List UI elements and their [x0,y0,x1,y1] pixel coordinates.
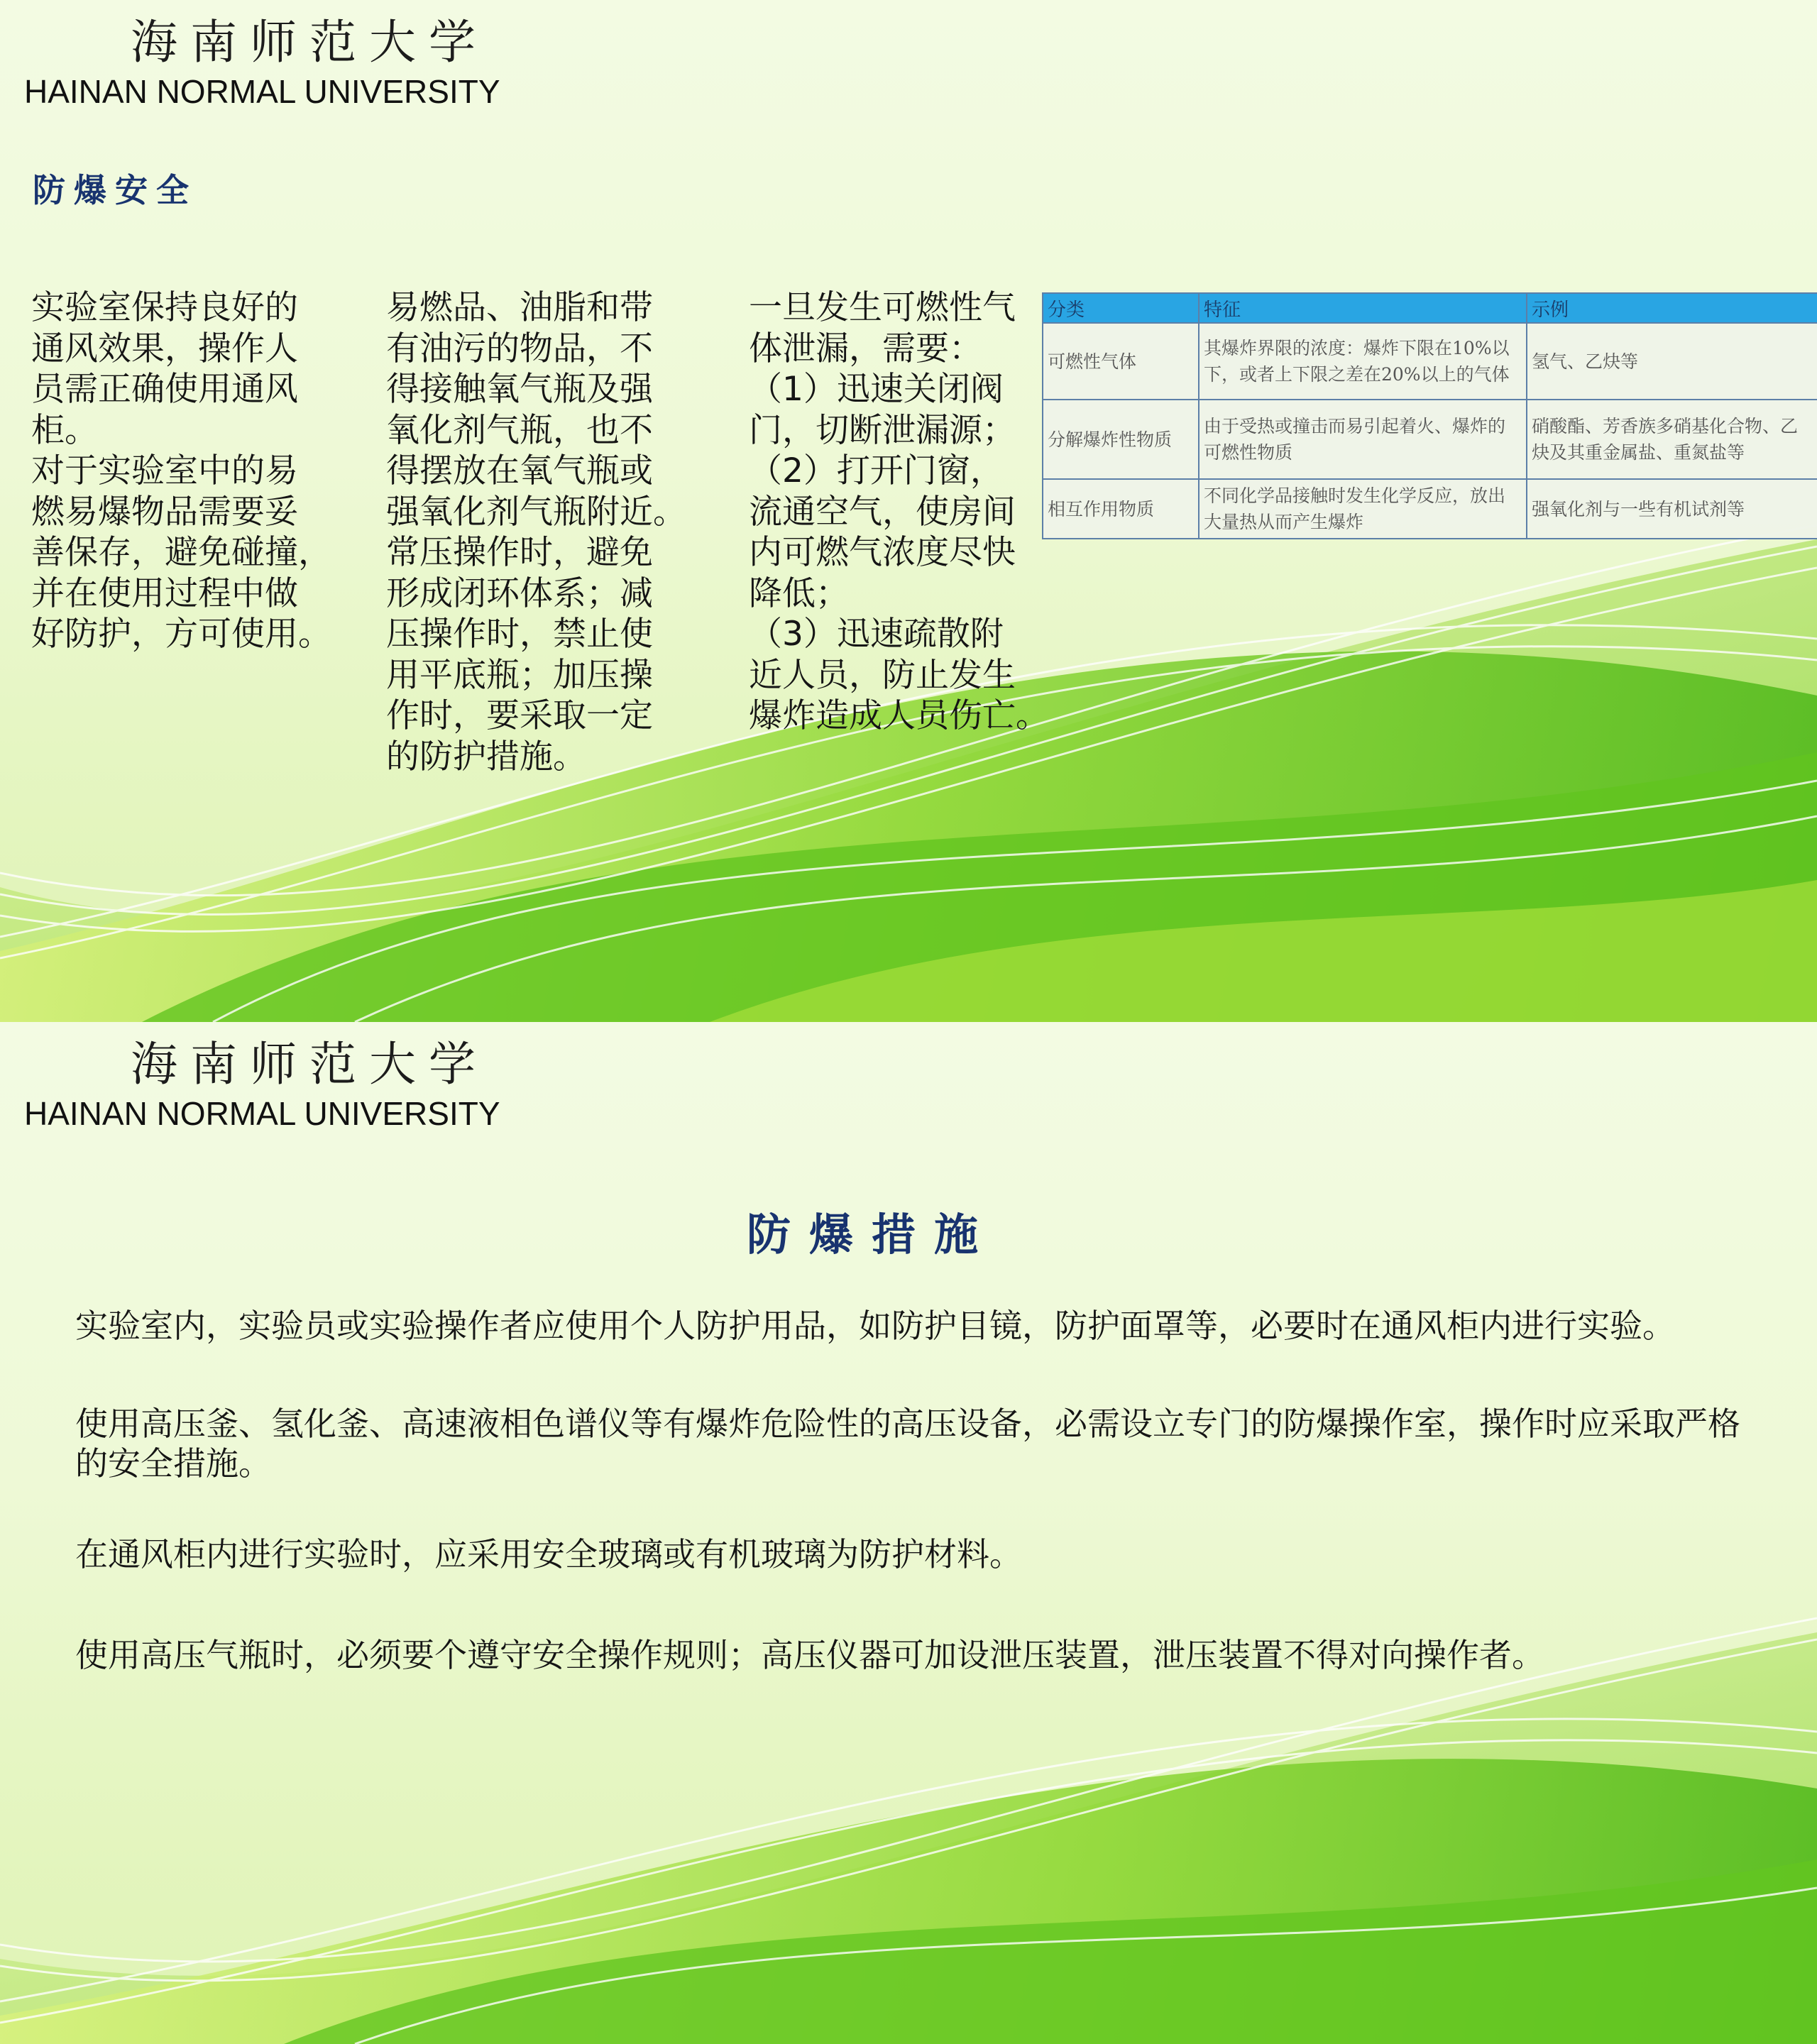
university-logo [24,13,564,111]
green-wave-background [0,1022,1817,2044]
table-header-category: 分类 [1043,293,1199,323]
table-cell: 可燃性气体 [1043,323,1199,400]
table-cell: 硝酸酯、芳香族多硝基化合物、乙炔及其重金属盐、重氮盐等 [1527,400,1817,479]
table-header-example: 示例 [1527,293,1817,323]
slide-explosion-measures [0,1022,1817,2044]
table-cell: 其爆炸界限的浓度：爆炸下限在10%以下，或者上下限之差在20%以上的气体 [1199,323,1527,400]
table-header-feature: 特征 [1199,293,1527,323]
table-cell: 氢气、乙炔等 [1527,323,1817,400]
measure-paragraph: 实验室内，实验员或实验操作者应使用个人防护用品，如防护目镜，防护面罩等，必要时在通风柜内进行实验。 [75,1307,1675,1345]
text-column-ventilation: 实验室保持良好的 通风效果，操作人 员需正确使用通风 柜。 对于实验室中的易 燃易爆物品需要妥 善保存，避免碰撞， 并在使用过程中做 好防护，方可使用。 [31,288,331,654]
slide-title: 防爆安全 [33,171,197,209]
table-row [1043,479,1817,539]
explosive-materials-table [1042,292,1817,539]
university-name-en: HAINAN NORMAL UNIVERSITY [24,73,500,110]
table-row [1043,323,1817,400]
table-cell: 分解爆炸性物质 [1043,400,1199,479]
measure-paragraph: 使用高压釜、氢化釜、高速液相色谱仪等有爆炸危险性的高压设备，必需设立专门的防爆操作室，操作时应采取严格的安全措施。 [75,1405,1740,1483]
text-column-gas-leak: 一旦发生可燃性气 体泄漏，需要： （1）迅速关闭阀 门，切断泄漏源； （2）打开门窗， 流通空气，使房间 内可燃气浓度尽快 降低； （3）迅速疏散附 近人员，防止发生 爆炸造成人员伤亡。 [749,288,1049,735]
table-header-row [1043,293,1817,323]
measure-paragraph: 在通风柜内进行实验时，应采用安全玻璃或有机玻璃为防护材料。 [75,1535,1022,1573]
university-name-cn: 海南师范大学 [131,1037,488,1092]
text-column-flammables: 易燃品、油脂和带 有油污的物品，不 得接触氧气瓶及强 氧化剂气瓶，也不 得摆放在氧气瓶或 强氧化剂气瓶附近。 常压操作时，避免 形成闭环体系；减 压操作时，禁止使 用平底瓶；加压操 作时，要采取一定 的防护措施。 [386,288,686,776]
university-logo [24,1035,564,1133]
table-cell: 强氧化剂与一些有机试剂等 [1527,479,1817,539]
slide-title: 防爆措施 [747,1209,997,1260]
university-name-en: HAINAN NORMAL UNIVERSITY [24,1095,500,1132]
measure-paragraph: 使用高压气瓶时，必须要个遵守安全操作规则；高压仪器可加设泄压装置，泄压装置不得对向操作者。 [75,1636,1544,1674]
table-cell: 由于受热或撞击而易引起着火、爆炸的可燃性物质 [1199,400,1527,479]
table-cell: 相互作用物质 [1043,479,1199,539]
table-cell: 不同化学品接触时发生化学反应，放出大量热从而产生爆炸 [1199,479,1527,539]
university-name-cn: 海南师范大学 [131,15,488,70]
table-row [1043,400,1817,479]
